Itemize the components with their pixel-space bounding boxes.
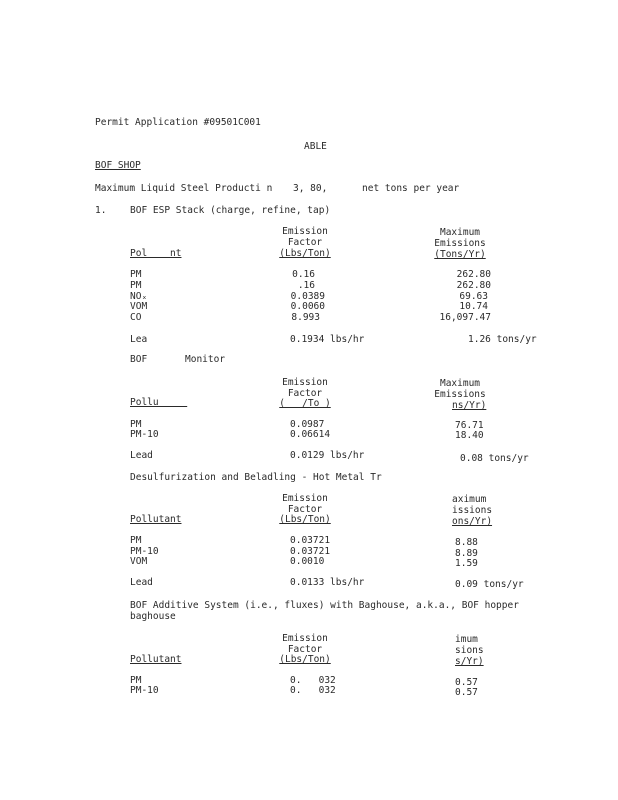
item-3-row-1-pollutant: PM <box>130 535 142 546</box>
item-1-factor-header-2: Factor <box>287 237 323 248</box>
item-4-row-2-factor: 0. 032 <box>290 685 336 696</box>
item-3-row-1-factor: 0.03721 <box>290 535 331 546</box>
item-3-row-3-max: 1.59 <box>455 558 478 569</box>
item-1-row-3-max: 69.63 <box>459 291 488 302</box>
item-3-max-header-1: aximum <box>452 494 487 505</box>
item-3-max-header-3: ons/Yr) <box>452 516 493 527</box>
item-4-factor-header-1: Emission <box>282 633 328 644</box>
item-1-row-4-max: 10.74 <box>459 301 488 312</box>
item-3-row-2-pollutant: PM-10 <box>130 546 159 557</box>
item-4-max-header-3: s/Yr) <box>455 656 484 667</box>
item-1-max-header-2: Emissions <box>434 238 486 249</box>
item-2-factor-header-3: ( /To ) <box>279 398 331 409</box>
item-4-row-2-pollutant: PM-10 <box>130 685 159 696</box>
max-production-label: Maximum Liquid Steel Producti n <box>95 183 273 194</box>
item-1-row-1-factor: 0.16 <box>292 269 315 280</box>
item-4-title-line-2: baghouse <box>130 611 176 622</box>
item-2-max-header-2: Emissions <box>434 389 486 400</box>
item-1-max-header-1: Maximum <box>439 227 481 238</box>
item-2-row-1-pollutant: PM <box>130 419 142 430</box>
item-3-factor-header-1: Emission <box>282 493 328 504</box>
item-2-row-2-factor: 0.06614 <box>290 429 331 440</box>
item-2-lead-label: Lead <box>130 450 153 461</box>
item-3-row-1-max: 8.88 <box>455 537 478 548</box>
item-1-row-4-pollutant: VOM <box>130 301 148 312</box>
item-1-row-1-pollutant: PM <box>130 269 142 280</box>
item-3-max-header-2: issions <box>452 505 493 516</box>
item-2-max-header-3: ns/Yr) <box>452 400 487 411</box>
item-4-title-line-1: BOF Additive System (i.e., fluxes) with Baghouse, a.k.a., BOF hopper <box>130 600 519 611</box>
item-1-lead-factor: 0.1934 lbs/hr <box>290 334 365 345</box>
item-1-row-1-max: 262.80 <box>456 269 491 280</box>
item-3-factor-header-3: (Lbs/Ton) <box>279 514 331 525</box>
item-4-pollutant-header: Pollutant <box>130 654 182 665</box>
item-4-row-2-max: 0.57 <box>455 687 478 698</box>
item-2-row-1-max: 76.71 <box>455 420 484 431</box>
item-1-row-2-pollutant: PM <box>130 280 142 291</box>
item-3-lead-factor: 0.0133 lbs/hr <box>290 577 365 588</box>
item-4-max-header-1: imum <box>455 634 478 645</box>
item-2-factor-header-2: Factor <box>287 388 323 399</box>
item-1-row-5-factor: 8.993 <box>291 312 320 323</box>
permit-application-number: Permit Application #09501C001 <box>95 117 261 128</box>
item-1-row-3-pollutant: NOₓ <box>130 291 148 302</box>
item-2-row-1-factor: 0.0987 <box>290 419 325 430</box>
item-2-row-2-pollutant: PM-10 <box>130 429 159 440</box>
item-4-max-header-2: sions <box>455 645 484 656</box>
item-1-row-4-factor: 0.0060 <box>290 301 325 312</box>
max-production-unit: net tons per year <box>362 183 460 194</box>
item-4-row-1-pollutant: PM <box>130 675 142 686</box>
item-2-lead-factor: 0.0129 lbs/hr <box>290 450 365 461</box>
item-2-title-a: BOF <box>130 354 148 365</box>
item-3-factor-header-2: Factor <box>287 504 323 515</box>
item-1-lead-max: 1.26 tons/yr <box>468 334 537 345</box>
item-2-max-header-1: Maximum <box>439 378 481 389</box>
item-3-row-2-factor: 0.03721 <box>290 546 331 557</box>
item-1-pollutant-header: Pol nt <box>130 248 182 259</box>
item-1-row-2-factor: .16 <box>297 280 315 291</box>
item-1-row-5-pollutant: CO <box>130 312 142 323</box>
item-1-factor-header-3: (Lbs/Ton) <box>279 248 331 259</box>
item-2-lead-max: 0.08 tons/yr <box>460 453 529 464</box>
item-2-pollutant-header: Pollu <box>130 397 188 408</box>
item-3-title: Desulfurization and Beladling - Hot Metal Tr <box>130 472 382 483</box>
item-1-max-header-3: (Tons/Yr) <box>434 249 486 260</box>
item-2-title-b: Monitor <box>185 354 226 365</box>
item-2-row-2-max: 18.40 <box>455 430 484 441</box>
item-2-factor-header-1: Emission <box>282 377 328 388</box>
table-heading: ABLE <box>304 141 327 152</box>
item-1-factor-header-1: Emission <box>282 226 328 237</box>
item-3-row-2-max: 8.89 <box>455 548 478 559</box>
max-production-value: 3, 80, <box>293 183 328 194</box>
item-4-factor-header-2: Factor <box>287 644 323 655</box>
item-4-factor-header-3: (Lbs/Ton) <box>279 654 331 665</box>
item-3-lead-label: Lead <box>130 577 153 588</box>
item-4-row-1-factor: 0. 032 <box>290 675 336 686</box>
item-3-pollutant-header: Pollutant <box>130 514 182 525</box>
item-1-number: 1. <box>95 205 107 216</box>
item-1-title: BOF ESP Stack (charge, refine, tap) <box>130 205 331 216</box>
item-4-row-1-max: 0.57 <box>455 677 478 688</box>
item-1-row-5-max: 16,097.47 <box>439 312 491 323</box>
item-1-lead-label: Lea <box>130 334 148 345</box>
item-1-row-2-max: 262.80 <box>456 280 491 291</box>
section-heading: BOF SHOP <box>95 160 141 171</box>
item-3-row-3-factor: 0.0010 <box>290 556 325 567</box>
item-1-row-3-factor: 0.0389 <box>290 291 325 302</box>
item-3-row-3-pollutant: VOM <box>130 556 148 567</box>
item-3-lead-max: 0.09 tons/yr <box>455 579 524 590</box>
